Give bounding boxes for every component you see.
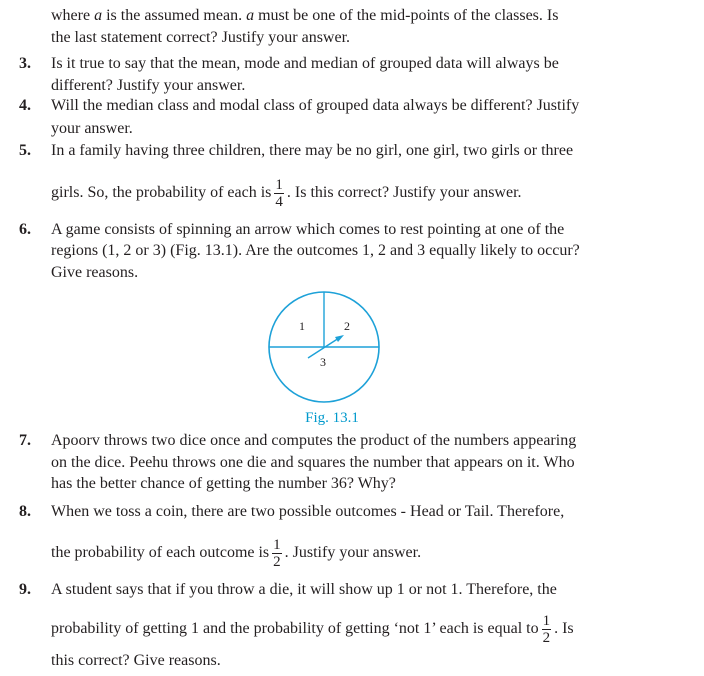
question-9-line-2 xyxy=(51,610,574,648)
fraction-denominator: 2 xyxy=(273,553,281,570)
fraction-denominator: 4 xyxy=(275,193,283,210)
question-7-line-2: on the dice. Peehu throws one die and squares the number that appears on it. Who xyxy=(51,454,575,471)
text-fragment: must be one of the mid-points of the classes. Is xyxy=(254,7,559,24)
figure-caption: Fig. 13.1 xyxy=(305,410,359,426)
question-2-continuation-line-1 xyxy=(51,6,558,26)
question-5-number: 5. xyxy=(19,142,31,159)
question-9-line-3: this correct? Give reasons. xyxy=(51,652,221,669)
question-6-line-3: Give reasons. xyxy=(51,264,139,281)
question-4-line-1: Will the median class and modal class of grouped data always be different? Justify xyxy=(51,97,580,114)
region-2-label: 2 xyxy=(344,319,350,333)
text-fragment: the probability of each outcome is xyxy=(51,544,270,561)
variable-a: a xyxy=(94,7,103,24)
question-3-line-1: Is it true to say that the mean, mode and median of grouped data will always be xyxy=(51,55,559,72)
question-8-number: 8. xyxy=(19,503,31,520)
question-8-line-2 xyxy=(51,534,421,572)
question-9-line-1: A student says that if you throw a die, it will show up 1 or not 1. Therefore, the xyxy=(51,581,557,598)
question-2-continuation-line-2: the last statement correct? Justify your answer. xyxy=(51,29,351,46)
fraction-one-half xyxy=(542,613,552,646)
text-fragment: probability of getting 1 and the probability of getting ‘not 1’ each is equal to xyxy=(51,620,539,637)
question-5-line-1: In a family having three children, there may be no girl, one girl, two girls or three xyxy=(51,142,574,159)
question-8-line-1: When we toss a coin, there are two possible outcomes - Head or Tail. Therefore, xyxy=(51,503,565,520)
fraction-one-half xyxy=(272,537,282,570)
question-3-number: 3. xyxy=(19,55,31,72)
question-6-number: 6. xyxy=(19,221,31,238)
spinner-figure xyxy=(266,289,384,405)
text-fragment: girls. So, the probability of each is xyxy=(51,184,272,201)
spinner-arrow-head xyxy=(335,335,344,342)
text-fragment: . Justify your answer. xyxy=(284,544,422,561)
fraction-numerator: 1 xyxy=(542,612,551,629)
variable-a: a xyxy=(246,7,255,24)
question-9-number: 9. xyxy=(19,581,31,598)
question-4-line-2: your answer. xyxy=(51,120,133,137)
fraction-numerator: 1 xyxy=(273,536,281,553)
question-7-line-3: has the better chance of getting the number 36? Why? xyxy=(51,475,396,492)
question-6-line-2: regions (1, 2 or 3) (Fig. 13.1). Are the outcomes 1, 2 and 3 equally likely to occur? xyxy=(51,242,580,259)
question-6-line-1: A game consists of spinning an arrow which comes to rest pointing at one of the xyxy=(51,221,565,238)
question-7-number: 7. xyxy=(19,432,31,449)
region-1-label: 1 xyxy=(299,319,305,333)
question-5-line-2 xyxy=(51,174,522,212)
fraction-denominator: 2 xyxy=(542,629,551,646)
region-3-label: 3 xyxy=(320,355,326,369)
question-7-line-1: Apoorv throws two dice once and computes the product of the numbers appearing xyxy=(51,432,577,449)
text-fragment: . Is xyxy=(554,620,574,637)
fraction-numerator: 1 xyxy=(275,176,283,193)
question-4-number: 4. xyxy=(19,97,31,114)
text-fragment: . Is this correct? Justify your answer. xyxy=(286,184,522,201)
question-3-line-2: different? Justify your answer. xyxy=(51,77,246,94)
text-fragment: is the assumed mean. xyxy=(102,7,247,24)
text-fragment: where xyxy=(51,7,95,24)
fraction-one-quarter xyxy=(274,177,284,210)
